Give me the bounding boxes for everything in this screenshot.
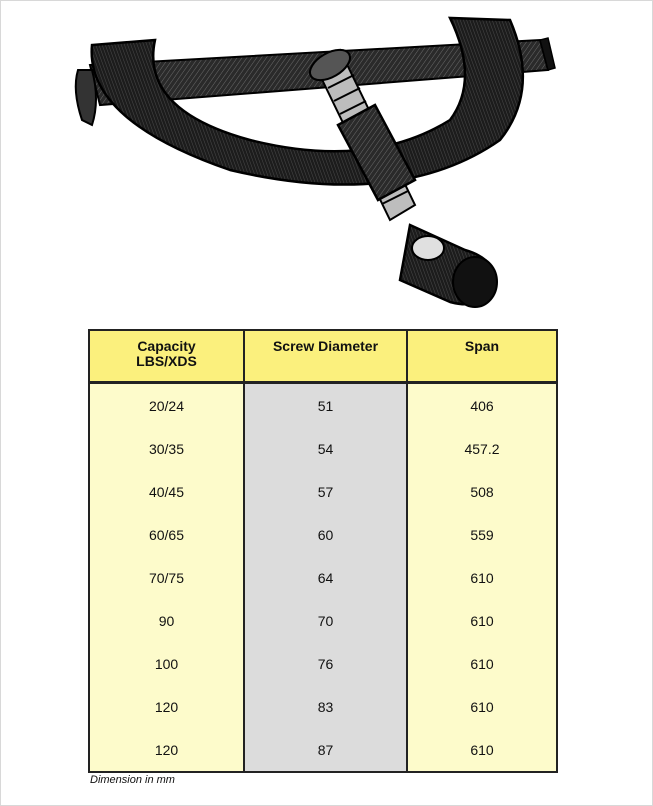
screw-diameter-cell: 70	[244, 599, 407, 642]
span-cell: 610	[407, 556, 557, 599]
table-row	[89, 427, 557, 470]
span-cell: 610	[407, 685, 557, 728]
screw-diameter-cell: 57	[244, 470, 407, 513]
screw-jack-illustration	[70, 10, 560, 310]
capacity-cell: 120	[89, 728, 244, 772]
screw-diameter-cell: 51	[244, 383, 407, 428]
table-row	[89, 642, 557, 685]
table-row	[89, 513, 557, 556]
capacity-cell: 60/65	[89, 513, 244, 556]
table-row	[89, 728, 557, 772]
capacity-cell: 120	[89, 685, 244, 728]
screw-diameter-cell: 83	[244, 685, 407, 728]
span-cell: 610	[407, 642, 557, 685]
screw-diameter-cell: 54	[244, 427, 407, 470]
span-cell: 457.2	[407, 427, 557, 470]
header-capacity-line2: LBS/XDS	[136, 353, 197, 369]
capacity-spec-table	[88, 329, 558, 773]
screw-diameter-cell: 60	[244, 513, 407, 556]
screw-diameter-cell: 64	[244, 556, 407, 599]
capacity-cell: 70/75	[89, 556, 244, 599]
screw-diameter-cell: 76	[244, 642, 407, 685]
capacity-cell: 90	[89, 599, 244, 642]
capacity-cell: 20/24	[89, 383, 244, 428]
span-cell: 610	[407, 599, 557, 642]
span-cell: 406	[407, 383, 557, 428]
table-row	[89, 599, 557, 642]
header-span: Span	[407, 330, 557, 383]
capacity-cell: 30/35	[89, 427, 244, 470]
capacity-cell: 100	[89, 642, 244, 685]
table-row	[89, 556, 557, 599]
span-cell: 508	[407, 470, 557, 513]
header-capacity	[89, 330, 244, 383]
header-screw-diameter: Screw Diameter	[244, 330, 407, 383]
span-cell: 610	[407, 728, 557, 772]
screw-diameter-cell: 87	[244, 728, 407, 772]
table-row	[89, 470, 557, 513]
table-header-row	[89, 330, 557, 383]
capacity-cell: 40/45	[89, 470, 244, 513]
table-row	[89, 383, 557, 428]
header-capacity-line1: Capacity	[137, 338, 196, 354]
span-cell: 559	[407, 513, 557, 556]
table-row	[89, 685, 557, 728]
units-footnote: Dimension in mm	[90, 774, 175, 786]
